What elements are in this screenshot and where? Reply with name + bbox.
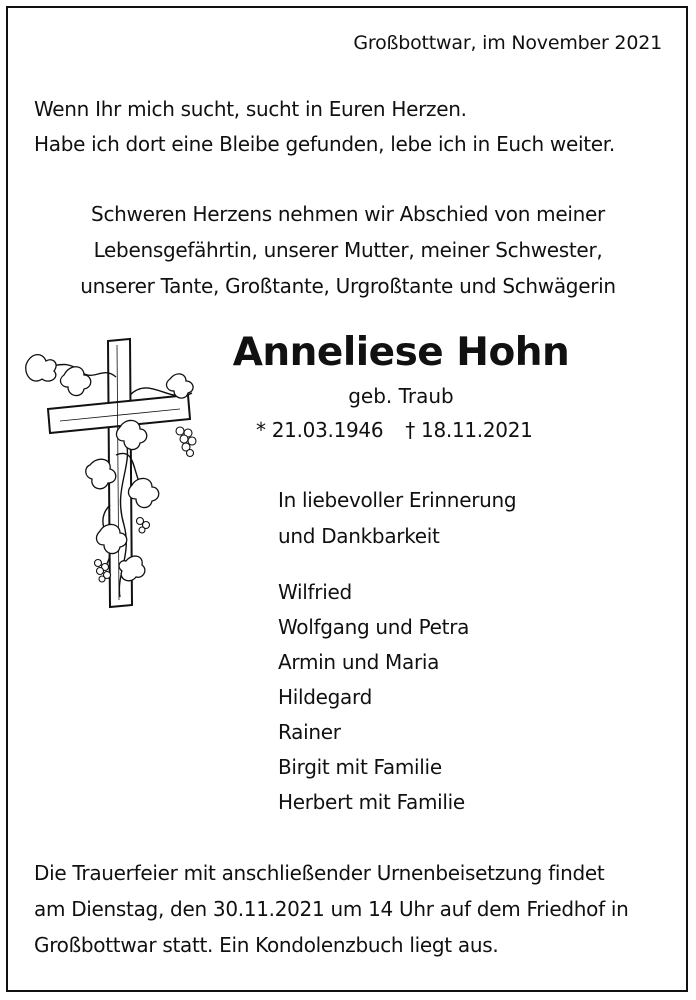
intro-line: unserer Tante, Großtante, Urgroßtante und Schwägerin [80,274,616,298]
death-date: † 18.11.2021 [405,418,533,442]
motto-line: Wenn Ihr mich sucht, sucht in Euren Herzen. [34,97,467,121]
ceremony-line: Großbottwar statt. Ein Kondolenzbuch liegt aus. [34,933,499,957]
birth-date: * 21.03.1946 [256,418,384,442]
cross-with-vine-icon [20,335,210,615]
deceased-name: Anneliese Hohn [232,330,570,375]
ceremony-info [34,855,629,963]
mourner: Wolfgang und Petra [278,615,470,639]
farewell-intro [0,196,696,304]
intro-line: Schweren Herzens nehmen wir Abschied von meiner [91,202,605,226]
place-date: Großbottwar, im November 2021 [353,32,662,54]
mourners-list [278,575,469,820]
mourner: Rainer [278,720,341,744]
mourner: Hildegard [278,685,372,709]
ceremony-line: am Dienstag, den 30.11.2021 um 14 Uhr auf dem Friedhof in [34,897,629,921]
mourner: Armin und Maria [278,650,440,674]
ceremony-line: Die Trauerfeier mit anschließender Urnenbeisetzung findet [34,861,605,885]
life-dates [256,418,533,442]
mourner: Wilfried [278,580,352,604]
motto [34,92,615,162]
memory-line: In liebevoller Erinnerung [278,488,517,512]
memory-text [278,482,516,554]
memory-line: und Dankbarkeit [278,524,440,548]
mourner: Birgit mit Familie [278,755,442,779]
maiden-name: geb. Traub [348,384,454,408]
intro-line: Lebensgefährtin, unserer Mutter, meiner Schwester, [93,238,603,262]
motto-line: Habe ich dort eine Bleibe gefunden, lebe ich in Euch weiter. [34,132,615,156]
mourner: Herbert mit Familie [278,790,465,814]
